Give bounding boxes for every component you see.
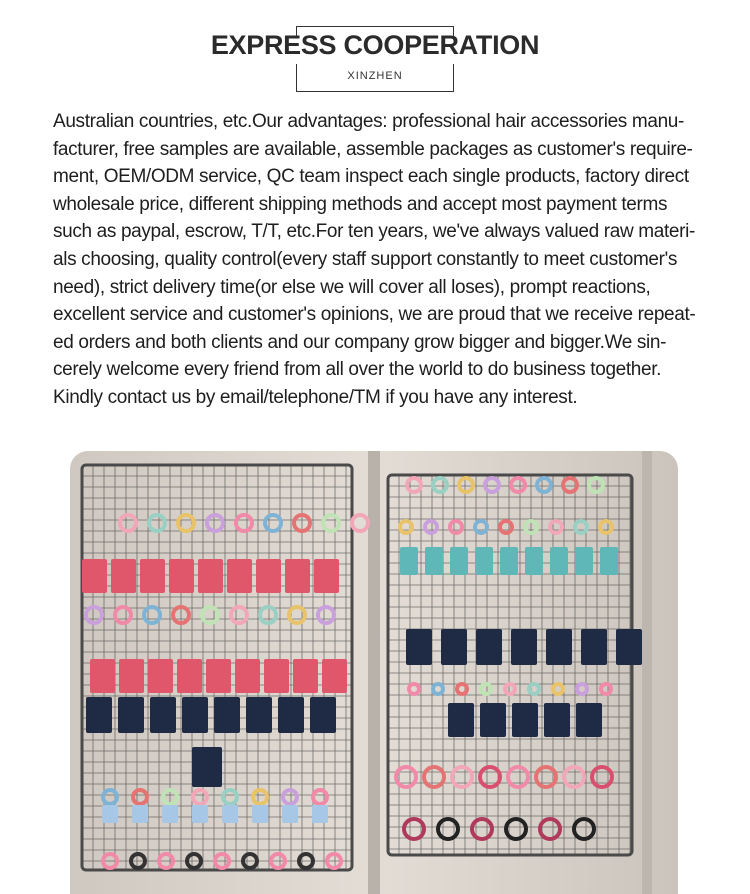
page-subtitle: XINZHEN [347, 70, 403, 82]
product-card [448, 703, 474, 737]
product-card [285, 559, 310, 593]
product-card [90, 659, 115, 693]
right-pole [642, 451, 652, 894]
product-card [293, 659, 318, 693]
product-card [511, 629, 537, 665]
product-card [214, 697, 240, 733]
description-line: Kindly contact us by email/telephone/TM if you have any interest. [53, 386, 578, 408]
product-card [246, 697, 272, 733]
product-card [450, 547, 468, 575]
product-card [252, 805, 268, 823]
product-card [475, 547, 493, 575]
product-card [544, 703, 570, 737]
product-card [111, 559, 136, 593]
product-card [441, 629, 467, 665]
product-card [314, 559, 339, 593]
product-card [182, 697, 208, 733]
display-rack-illustration [70, 451, 678, 894]
product-card [148, 659, 173, 693]
product-card [500, 547, 518, 575]
product-card [162, 805, 178, 823]
product-card [600, 547, 618, 575]
product-card [118, 697, 144, 733]
product-card [82, 559, 107, 593]
product-card [192, 805, 208, 823]
product-card [198, 559, 223, 593]
product-card [192, 747, 222, 787]
description-line: need), strict delivery time(or else we will cover all loses), prompt reactions, [53, 276, 651, 298]
page-title: EXPRESS COOPERATION [210, 30, 540, 60]
product-card [406, 629, 432, 665]
product-card [235, 659, 260, 693]
product-card [550, 547, 568, 575]
product-card [140, 559, 165, 593]
product-card [312, 805, 328, 823]
product-card [177, 659, 202, 693]
product-card [425, 547, 443, 575]
product-card [86, 697, 112, 733]
center-pole [368, 451, 380, 894]
product-card [525, 547, 543, 575]
section-header [0, 26, 750, 92]
product-card [581, 629, 607, 665]
product-card [169, 559, 194, 593]
description-line: facturer, free samples are available, assemble packages as customer's require- [53, 138, 693, 160]
product-card [264, 659, 289, 693]
product-card [132, 805, 148, 823]
product-card [206, 659, 231, 693]
product-card [256, 559, 281, 593]
header-frame-top [296, 26, 454, 27]
description-line: such as paypal, escrow, T/T, etc.For ten years, we've always valued raw materi- [53, 221, 695, 243]
header-frame-bottom [296, 91, 454, 92]
description-line: ment, OEM/ODM service, QC team inspect each single products, factory direct [53, 166, 689, 188]
product-card [310, 697, 336, 733]
product-card [150, 697, 176, 733]
product-card [546, 629, 572, 665]
product-card [227, 559, 252, 593]
product-card [222, 805, 238, 823]
product-card [278, 697, 304, 733]
description-line: excellent service and customer's opinions, we are proud that we receive repeat- [53, 304, 696, 326]
product-card [400, 547, 418, 575]
product-card [576, 703, 602, 737]
description-line: cerely welcome every friend from all over the world to do business together. [53, 359, 662, 381]
product-card [282, 805, 298, 823]
company-description [53, 108, 723, 412]
description-line: ed orders and both clients and our company grow bigger and bigger.We sin- [53, 331, 667, 353]
product-card [575, 547, 593, 575]
description-line: Australian countries, etc.Our advantages: professional hair accessories manu- [53, 111, 684, 132]
product-card [476, 629, 502, 665]
product-card [480, 703, 506, 737]
product-card [512, 703, 538, 737]
product-card [102, 805, 118, 823]
description-line: als choosing, quality control(every staff support constantly to meet customer's [53, 248, 678, 270]
product-card [616, 629, 642, 665]
description-line: wholesale price, different shipping methods and accept most payment terms [53, 193, 668, 215]
product-card [322, 659, 347, 693]
product-display-photo [70, 451, 678, 894]
product-card [119, 659, 144, 693]
